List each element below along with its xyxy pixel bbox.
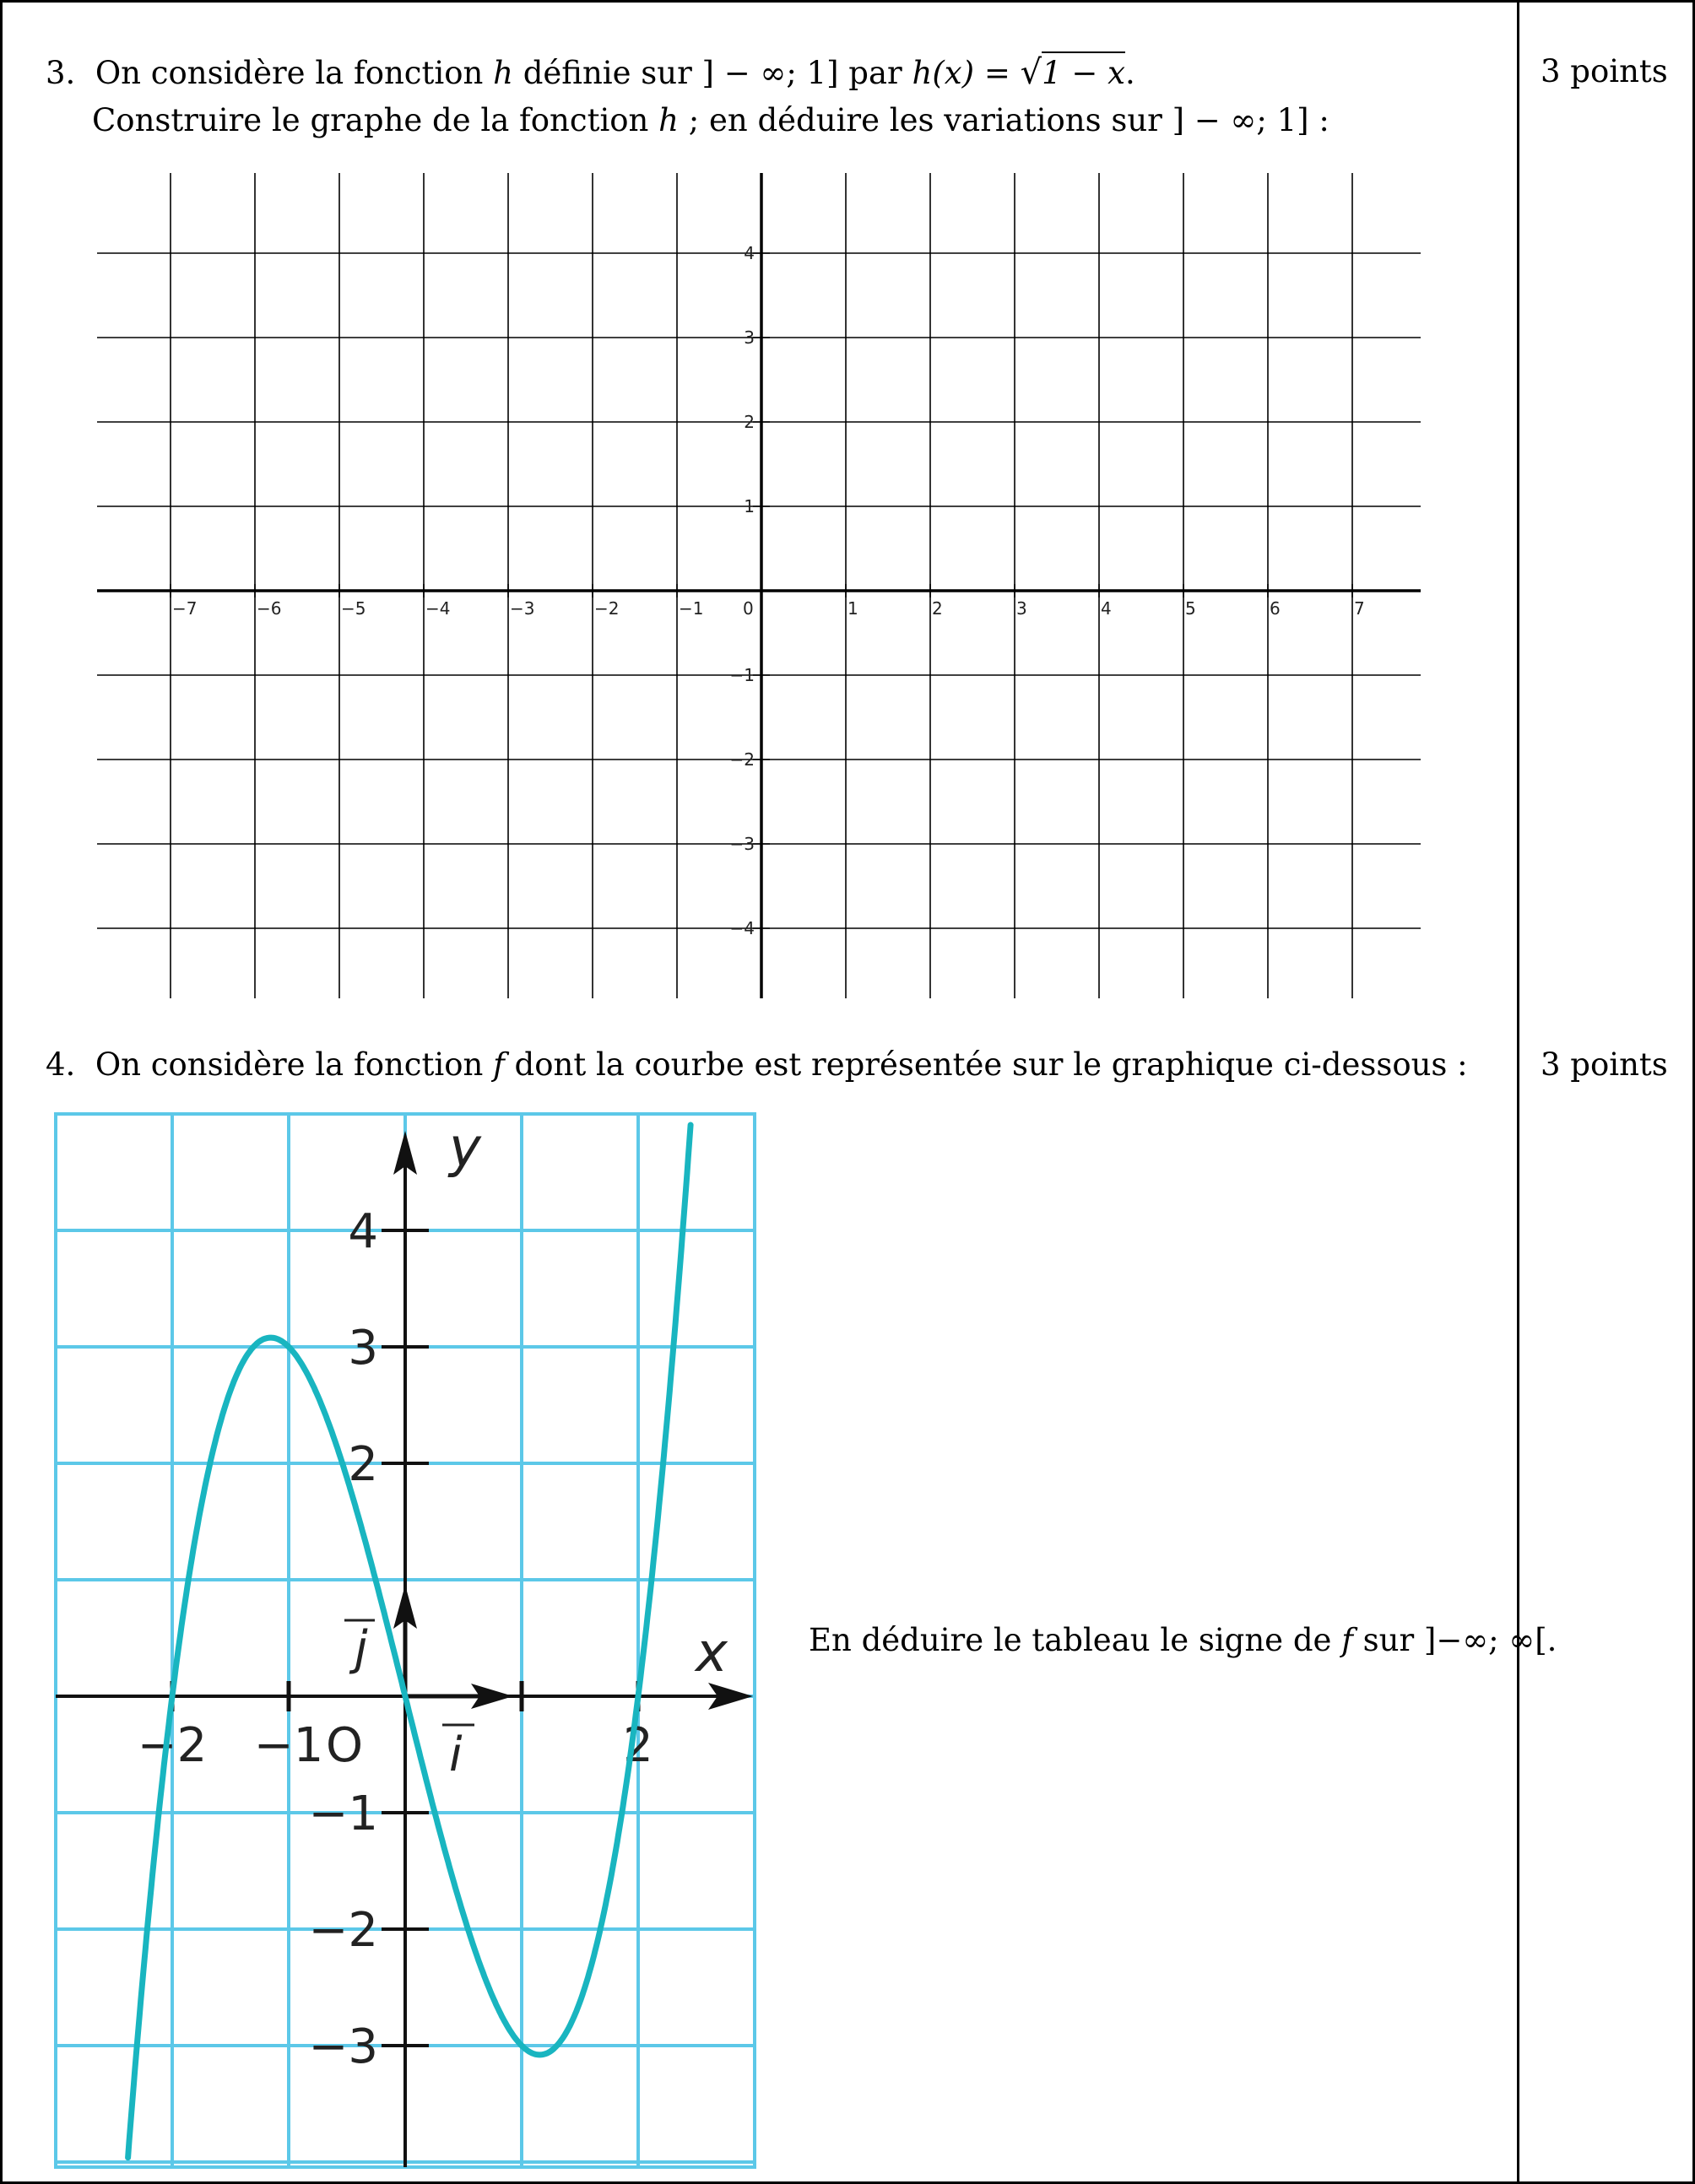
x-tick-label: −4 — [425, 598, 451, 619]
x-tick-label: 6 — [1270, 598, 1281, 619]
x-tick-label: −1 — [679, 598, 704, 619]
q4-text-b: dont la courbe est représentée sur le graphique ci-dessous : — [504, 1046, 1468, 1083]
y-tick-label: 1 — [744, 496, 755, 516]
y-tick-label: −3 — [308, 2019, 378, 2074]
blank-grid-q3 — [0, 0, 1695, 1038]
y-tick-label: −2 — [308, 1903, 378, 1958]
x-tick-label: −5 — [341, 598, 366, 619]
x-tick-label: −2 — [594, 598, 620, 619]
x-tick-label: 5 — [1185, 598, 1196, 619]
q3-number: 3. — [46, 55, 76, 91]
y-tick-label: 4 — [744, 243, 755, 263]
q3-line2-a: Construire le graphe de la fonction — [92, 102, 659, 138]
q3-h: h — [493, 55, 513, 91]
q3-text-a: On considère la fonction — [95, 55, 494, 91]
q3-line2-b: ; en déduire les variations sur ] − ∞; 1] : — [679, 102, 1329, 138]
q4-side-f: f — [1341, 1622, 1353, 1658]
x-tick-label: −7 — [172, 598, 198, 619]
y-tick-label: −2 — [729, 749, 755, 770]
curve-f — [128, 1125, 691, 2158]
x-axis-label: x — [696, 1622, 728, 1684]
y-tick-label: −3 — [729, 834, 755, 854]
y-tick-label: −1 — [308, 1787, 378, 1841]
y-tick-label: 3 — [744, 327, 755, 348]
y-tick-label: 2 — [744, 412, 755, 432]
function-graph-q4 — [0, 1097, 810, 2184]
y-tick-label: 4 — [348, 1204, 378, 1259]
q4-side-b: sur ]−∞; ∞[. — [1352, 1622, 1557, 1658]
q4-side-a: En déduire le tableau le signe de — [809, 1622, 1342, 1658]
x-tick-label: 0 — [743, 598, 754, 619]
q3-hx: h(x) — [912, 55, 975, 91]
y-tick-label: 2 — [348, 1437, 378, 1492]
x-tick-label: 1 — [848, 598, 858, 619]
vector-j-label: j — [355, 1621, 368, 1676]
x-tick-label: 2 — [932, 598, 943, 619]
x-tick-label: −3 — [510, 598, 535, 619]
y-tick-label: −1 — [729, 665, 755, 685]
x-tick-label: −2 — [137, 1718, 208, 1773]
sqrt-symbol: √ — [1020, 53, 1042, 92]
y-axis-label: y — [449, 1117, 481, 1180]
q4-points: 3 points — [1541, 1046, 1668, 1083]
y-tick-label: −4 — [729, 918, 755, 938]
y-tick-label: 3 — [348, 1321, 378, 1376]
q4-side-text — [809, 1624, 1557, 1656]
q3-points: 3 points — [1541, 53, 1668, 89]
q3-radicand: 1 − x — [1042, 51, 1125, 91]
q3-period: . — [1125, 55, 1135, 91]
x-tick-label: 3 — [1016, 598, 1027, 619]
q3-text-b: définie sur ] − ∞; 1] par — [512, 55, 912, 91]
vector-i-label: i — [449, 1727, 463, 1782]
q3-line2-h: h — [658, 102, 679, 138]
q4-line1 — [46, 1046, 1468, 1083]
q4-text-a: On considère la fonction — [95, 1046, 494, 1083]
q3-eq: = — [974, 55, 1021, 91]
q4-f: f — [493, 1046, 505, 1083]
x-tick-label: −6 — [257, 598, 282, 619]
x-tick-label: 7 — [1354, 598, 1365, 619]
x-tick-label: −1 — [253, 1718, 324, 1773]
q4-number: 4. — [46, 1046, 76, 1083]
x-tick-label: 2 — [623, 1718, 653, 1773]
x-tick-label: 4 — [1101, 598, 1112, 619]
origin-label: O — [325, 1718, 364, 1773]
